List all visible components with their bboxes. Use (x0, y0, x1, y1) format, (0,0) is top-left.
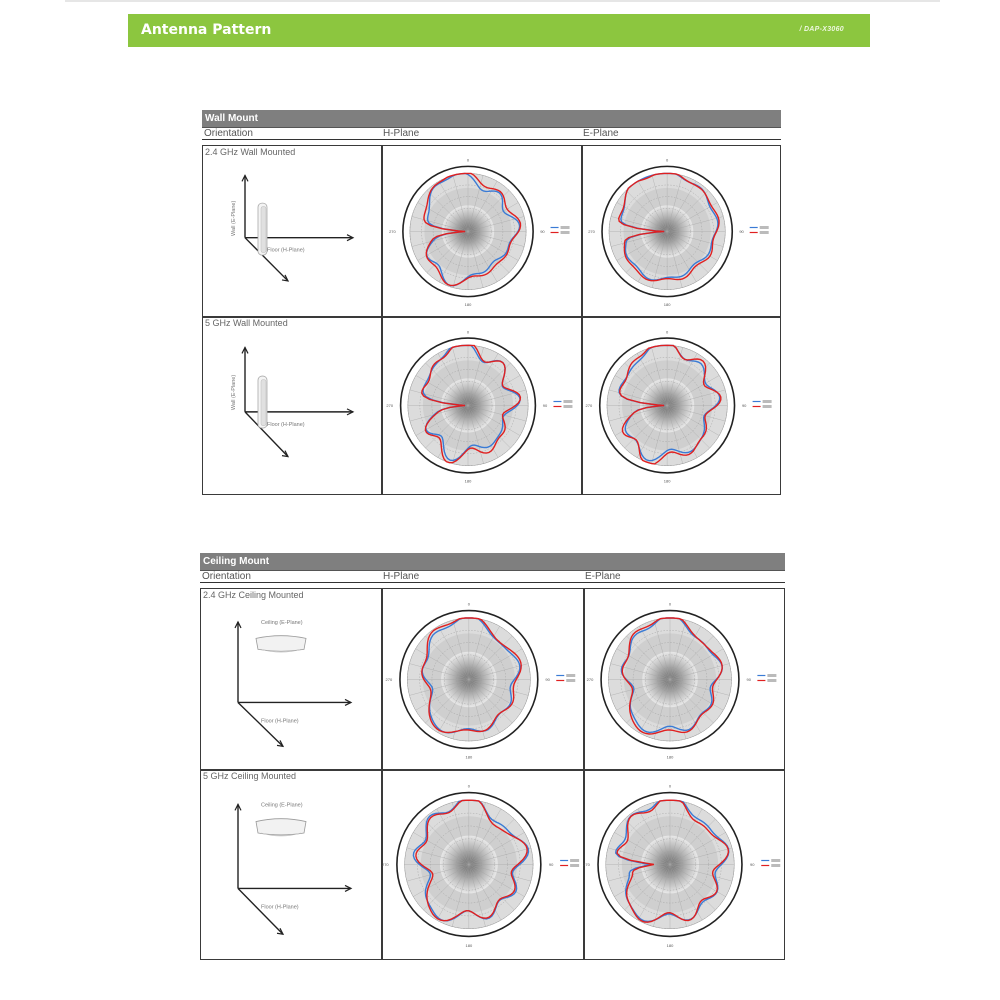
polar-pattern-plot (582, 317, 780, 494)
angle-label: 90 (545, 677, 550, 682)
column-header-e-plane: E-Plane (585, 571, 621, 582)
angle-label: 270 (583, 862, 590, 867)
h-plane-plot-cell (381, 145, 583, 318)
access-point-icon (258, 203, 267, 255)
angle-label: 0 (467, 783, 470, 789)
angle-label: 180 (464, 478, 472, 484)
column-header-h-plane: H-Plane (383, 571, 420, 582)
column-header-h-plane: H-Plane (383, 128, 420, 139)
angle-label: 0 (666, 157, 669, 163)
h-plane-plot-cell (381, 769, 585, 960)
angle-label: 270 (385, 677, 393, 682)
wall-plane-label: Wall (E-Plane) (231, 374, 237, 411)
legend (560, 859, 579, 867)
access-point-icon (256, 819, 306, 836)
row-label: 5 GHz Wall Mounted (205, 318, 288, 328)
angle-label: 90 (548, 862, 554, 867)
angle-label: 180 (465, 942, 473, 948)
angle-label: 0 (466, 329, 470, 335)
e-plane-plot-cell (581, 316, 781, 495)
angle-label: 180 (663, 478, 671, 484)
angle-label: 0 (666, 329, 669, 335)
e-plane-plot-cell (583, 769, 785, 960)
angle-label: 90 (746, 677, 751, 682)
angle-label: 270 (588, 229, 595, 234)
angle-label: 180 (663, 301, 671, 307)
ceiling-plane-label: Ceiling (E-Plane) (261, 802, 303, 809)
wall-plane-label: Wall (E-Plane) (231, 200, 237, 236)
column-header-e-plane: E-Plane (583, 128, 619, 139)
row-label: 5 GHz Ceiling Mounted (203, 771, 297, 781)
orientation-cell (200, 769, 383, 960)
ceiling-plane-label: Ceiling (E-Plane) (261, 619, 303, 626)
e-plane-plot-cell (581, 145, 781, 318)
legend (750, 226, 769, 234)
section-title: Ceiling Mount (200, 553, 785, 570)
floor-plane-label: Floor (H-Plane) (261, 718, 299, 725)
page-header-banner (128, 14, 870, 47)
angle-label: 270 (585, 403, 593, 408)
angle-label: 90 (741, 403, 747, 408)
floor-plane-label: Floor (H-Plane) (267, 247, 305, 254)
angle-label: 0 (668, 601, 672, 607)
orientation-cell (202, 316, 383, 495)
legend (753, 400, 772, 408)
polar-pattern-plot (382, 770, 584, 959)
angle-label: 0 (466, 157, 470, 163)
ceiling-orientation-diagram (201, 589, 384, 772)
angle-label: 270 (586, 677, 594, 682)
polar-pattern-plot (382, 317, 582, 494)
e-plane-plot-cell (583, 588, 785, 771)
angle-label: 270 (389, 229, 396, 234)
top-rule (65, 0, 940, 2)
polar-pattern-plot (382, 589, 584, 770)
section-title: Wall Mount (202, 110, 781, 127)
row-label: 2.4 GHz Wall Mounted (205, 147, 296, 157)
page-title: Antenna Pattern (141, 22, 272, 38)
polar-pattern-plot (382, 146, 582, 317)
h-plane-plot-cell (381, 316, 583, 495)
angle-label: 0 (467, 601, 470, 607)
row-label: 2.4 GHz Ceiling Mounted (203, 590, 304, 600)
floor-plane-label: Floor (H-Plane) (267, 421, 305, 428)
legend (556, 674, 575, 682)
orientation-cell (200, 588, 383, 771)
column-header-row (200, 570, 785, 583)
access-point-icon (258, 376, 267, 428)
h-plane-plot-cell (381, 588, 585, 771)
angle-label: 90 (750, 862, 755, 867)
column-header-row (202, 127, 781, 140)
legend (761, 859, 780, 867)
polar-pattern-plot (584, 770, 784, 959)
polar-pattern-plot (582, 146, 780, 317)
angle-label: 90 (540, 229, 545, 234)
angle-label: 270 (386, 403, 394, 408)
wall-orientation-diagram (203, 146, 384, 319)
column-header-orientation: Orientation (204, 128, 253, 139)
wall-orientation-diagram (203, 317, 384, 496)
angle-label: 180 (465, 754, 473, 760)
angle-label: 90 (739, 229, 744, 234)
angle-label: 180 (666, 754, 674, 760)
legend (553, 400, 572, 408)
angle-label: 90 (542, 403, 548, 408)
angle-label: 180 (666, 942, 674, 948)
angle-label: 0 (668, 783, 672, 789)
column-header-orientation: Orientation (202, 571, 251, 582)
angle-label: 180 (464, 301, 472, 307)
orientation-cell (202, 145, 383, 318)
access-point-icon (256, 636, 306, 652)
legend (757, 674, 776, 682)
ceiling-orientation-diagram (201, 770, 384, 961)
legend (551, 226, 570, 234)
angle-label: 270 (381, 862, 389, 867)
floor-plane-label: Floor (H-Plane) (261, 904, 299, 911)
polar-pattern-plot (584, 589, 784, 770)
model-number: / DAP-X3060 (799, 26, 844, 33)
